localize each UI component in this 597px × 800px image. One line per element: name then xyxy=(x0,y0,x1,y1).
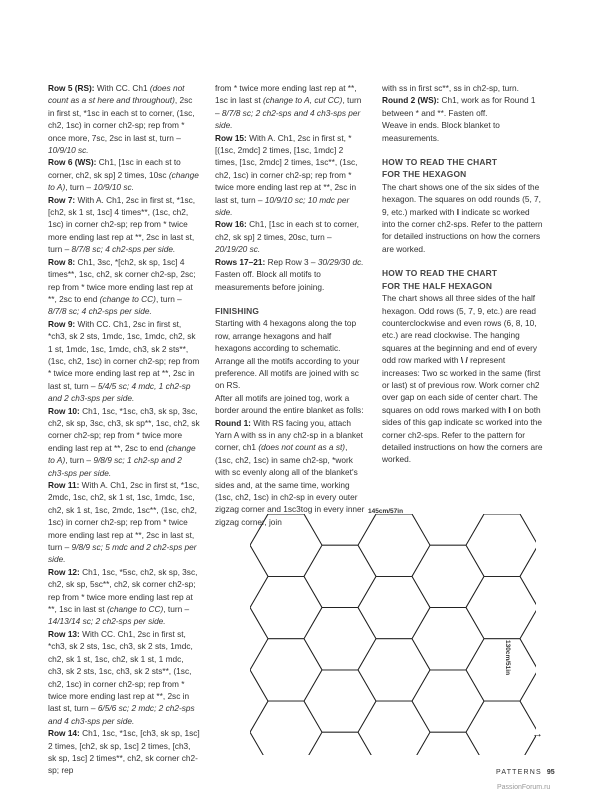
instruction-paragraph xyxy=(48,194,200,256)
instruction-text: represent increases: Two sc worked in the same (first or last) st of previous row. Work corner ch2 over gap on each side of center chart. The squares on odd rows marked with xyxy=(382,355,541,415)
stitch-count: (change to CC) xyxy=(99,293,156,304)
instruction-text: Rep Row 3 – xyxy=(265,256,318,267)
hexagon-motif xyxy=(412,670,484,732)
section-heading: HOW TO READ THE CHART xyxy=(382,268,498,279)
hexagon-motif xyxy=(412,608,484,670)
watermark: PassionForum.ru xyxy=(497,784,551,791)
instruction-paragraph xyxy=(382,94,544,119)
stitch-count: 10/9/10 sc; 10 mdc per side. xyxy=(215,194,350,218)
instruction-text: Ch1, 1sc, *5sc, ch2, sk sp, 3sc, ch2, sk sp, 5sc**, ch2, sk corner ch2-sp; rep from * twice more ending last rep at **, 1sc in last st xyxy=(48,566,198,615)
instruction-text: With A. Ch1, 2sc in first st, *1sc, [ch2, sk 1 st, 1sc] 4 times**, (1sc, ch2, 1sc) in corner ch2-sp; rep from * twice more ending last rep at **, 2sc in last st, turn – xyxy=(48,194,196,255)
instruction-text: The chart shows all three sides of the half hexagon. Odd rows (5, 7, 9, etc.) are read counterclockwise and even rows (6, 8, 10, etc.) are read clockwise. The hanging squares at the beginning and end of every odd row marked with xyxy=(382,293,537,366)
instruction-text: from * twice more ending last rep at **, 1sc in last st xyxy=(215,83,357,106)
instruction-text: With A. Ch1, 2sc in first st, *1sc, 2mdc, 1sc, ch2, sk 1 st, 1sc, 1mdc, 1sc, ch2, sk 1 st, 1sc, 2mdc, 1sc**, (1sc, ch2, 1sc) in corner ch2-sp; rep from * twice more ending last rep at **, 2sc in last st, turn – xyxy=(48,480,200,553)
paragraph-gap xyxy=(215,293,365,305)
hexagon-motif xyxy=(248,512,268,545)
instruction-paragraph xyxy=(215,256,365,293)
section-heading: FINISHING xyxy=(215,305,260,316)
section-heading: FOR THE HEXAGON xyxy=(382,169,467,180)
hexagon-motif xyxy=(358,639,430,701)
paragraph-gap xyxy=(382,144,544,156)
stitch-count: 10/9/10 sc. xyxy=(93,182,134,193)
stitch-count: 10/9/10 sc. xyxy=(48,145,89,156)
row-label: Row 11: xyxy=(48,480,80,490)
instruction-text: Weave in ends. Block blanket to measurements. xyxy=(382,120,500,143)
hexagon-motif xyxy=(466,639,538,701)
hexagon-motif xyxy=(250,514,322,576)
instruction-paragraph xyxy=(215,392,365,417)
instruction-paragraph xyxy=(382,181,544,255)
instruction-paragraph xyxy=(48,405,200,479)
hexagon-motif xyxy=(466,514,538,576)
instruction-text: Ch1, [1sc in each st to corner, ch2, sk sp] 2 times, 20sc, turn – xyxy=(215,219,359,242)
instruction-paragraph xyxy=(48,256,200,318)
schematic-width-label: 145cm/57in xyxy=(368,508,404,515)
text-column-left xyxy=(48,82,200,777)
instruction-text: Ch1, 3sc, *[ch2, sk sp, 1sc] 4 times**, 1sc, ch2, sk corner ch2-sp, 2sc; rep from * twice more ending last rep at **, 2sc to end xyxy=(48,256,196,304)
instruction-text: , turn – xyxy=(163,604,190,615)
hexagon-motif xyxy=(412,512,484,545)
instruction-text: , turn – xyxy=(155,293,182,304)
hexagon-motif xyxy=(358,514,430,576)
instruction-paragraph xyxy=(48,628,200,727)
text-column-middle xyxy=(215,82,365,528)
instruction-paragraph xyxy=(48,479,200,566)
instruction-paragraph xyxy=(48,566,200,628)
hexagon-motif xyxy=(250,576,322,638)
stitch-count: 8/7/8 sc; 4 ch2-sps per side. xyxy=(71,244,176,255)
section-heading: FOR THE HALF HEXAGON xyxy=(382,280,493,291)
row-label: Row 5 (RS): xyxy=(48,83,95,93)
hexagon-motif xyxy=(248,670,268,732)
instruction-text: I xyxy=(508,404,511,415)
instruction-paragraph xyxy=(382,119,544,144)
stitch-count: 20/19/20 sc. xyxy=(215,244,261,255)
stitch-count: 9/8/9 sc; 1 ch2-sp and 2 ch3-sps per side. xyxy=(48,455,182,478)
instruction-text: , turn – xyxy=(65,455,94,466)
instruction-paragraph xyxy=(48,156,200,193)
hexagon-motif xyxy=(358,701,430,757)
instruction-text: , turn – xyxy=(215,95,362,118)
row-label: Row 14: xyxy=(48,728,80,739)
instruction-paragraph xyxy=(215,82,365,132)
instruction-text: , 2sc in first st, *1sc in each st to corner, (1sc, ch2, 1sc) in corner ch2-sp; rep from * once more, 7sc, 2sc in last st, turn – xyxy=(48,95,195,143)
instruction-paragraph xyxy=(48,727,200,777)
instruction-text: I xyxy=(456,206,460,217)
hexagon-motif xyxy=(250,639,322,701)
instruction-paragraph xyxy=(215,317,365,391)
row-label: Row 9: xyxy=(48,318,76,329)
hexagon-motif xyxy=(520,608,538,670)
stitch-count: (change to CC) xyxy=(107,604,164,615)
hexagon-motif xyxy=(304,670,376,732)
instruction-text: , (1sc, ch2, 1sc) in same ch2-sp, *work with sc evenly along all of the blanket's sides and, at the same time, working (1sc, ch2, 1sc) in ch2-sp in every outer zigzag corner and 1sc3tog in every inner zigzag corner, join xyxy=(215,442,365,527)
hexagon-grid xyxy=(248,512,538,757)
stitch-count: 6/5/6 sc; 2 mdc; 2 ch2-sps and 4 ch3-sps per side. xyxy=(48,703,195,726)
hexagon-motif xyxy=(520,545,538,607)
stitch-count: 14/13/14 sc; 2 ch2-sps per side. xyxy=(48,616,166,627)
hexagon-motif xyxy=(304,512,376,545)
hexagon-motif xyxy=(466,576,538,638)
text-column-right xyxy=(382,82,544,466)
instruction-text: , turn – xyxy=(65,182,94,193)
row-label: Round 1: xyxy=(215,417,251,428)
instruction-text: The chart shows one of the six sides of the hexagon. The squares on odd rounds (5, 7, 9, etc.) marked with xyxy=(382,181,541,217)
hexagon-motif xyxy=(466,701,538,757)
stitch-count: (does not count as a st here and throughout) xyxy=(48,83,185,106)
stitch-count: 8/7/8 sc; 4 ch2-sps per side. xyxy=(48,306,152,317)
continue-arrow-icon: → xyxy=(532,728,543,740)
row-label: Row 10: xyxy=(48,405,80,416)
stitch-count: 5/4/5 sc; 4 mdc, 1 ch2-sp and 2 ch3-sps per side. xyxy=(48,380,191,404)
instruction-text: With RS facing you, attach Yarn A with ss in any ch2-sp in a blanket corner, ch1 xyxy=(215,417,363,453)
instruction-paragraph xyxy=(48,82,200,156)
instruction-text: with ss in first sc**, ss in ch2-sp, turn. xyxy=(382,83,519,93)
stitch-count: 8/7/8 sc; 2 ch2-sps and 4 ch3-sps per side. xyxy=(215,107,361,131)
footer-section-label: PATTERNS xyxy=(496,769,542,776)
row-label: Row 12: xyxy=(48,566,80,577)
instruction-text: indicate sc worked into the corner ch2-sps. Refer to the pattern for detailed instructions on how the corners are worked. xyxy=(382,206,543,254)
instruction-text: With CC. Ch1, 2sc in first st, *ch3, sk 2 sts, 1mdc, 1sc, 1mdc, ch2, sk 1 st, 1mdc, 1sc, 1mdc, ch3, sk 2 sts**, (1sc, ch2, 1sc) in corner ch2-sp; rep from * twice more ending last rep at **, 2sc in last st, turn – xyxy=(48,318,200,391)
row-label: Row 13: xyxy=(48,628,80,639)
row-label: Round 2 (WS): xyxy=(382,95,440,106)
row-label: Rows 17–21: xyxy=(215,256,266,267)
hexagon-motif xyxy=(358,576,430,638)
row-label: Row 7: xyxy=(48,194,76,205)
stitch-count: 9/8/9 sc; 5 mdc and 2 ch2-sps per side. xyxy=(48,542,197,565)
paragraph-gap xyxy=(382,255,544,267)
row-label: Row 8: xyxy=(48,256,76,267)
instruction-text: With CC. Ch1 xyxy=(94,83,150,93)
hexagon-motif xyxy=(248,545,268,607)
hexagon-motif xyxy=(248,608,268,670)
page-number: 95 xyxy=(546,769,555,776)
instruction-paragraph xyxy=(215,218,365,255)
page-footer xyxy=(496,769,555,776)
row-label: Row 6 (WS): xyxy=(48,157,97,168)
section-heading: HOW TO READ THE CHART xyxy=(382,157,498,168)
hexagon-motif xyxy=(304,608,376,670)
instruction-text: Starting with 4 hexagons along the top row, arrange hexagons and half hexagons according to schematic. Arrange all the motifs according to your preference. All motifs are joined with sc on RS. xyxy=(215,318,360,391)
row-label: Row 16: xyxy=(215,219,247,230)
row-label: Row 15: xyxy=(215,132,247,143)
hexagon-motif xyxy=(250,701,322,757)
stitch-count: (change to A) xyxy=(48,169,199,193)
instruction-text: \ / xyxy=(460,355,468,366)
instruction-text: Ch1, 1sc, *1sc, [ch3, sk sp, 1sc] 2 times, [ch2, sk sp, 1sc] 2 times, [ch3, sk sp, 1sc] 2 times**, ch2, sk corner ch2-sp; rep xyxy=(48,728,200,776)
instruction-paragraph xyxy=(48,318,200,405)
instruction-text: With A. Ch1, 2sc in first st, *[(1sc, 2mdc] 2 times, [1sc, 1mdc] 2 times, [1sc, 2mdc] 2 times, 1sc**, (1sc, ch2, 1sc) in corner ch2-sp; rep from * twice more ending last rep at **, 2sc in last st, turn – xyxy=(215,132,358,205)
blanket-schematic xyxy=(248,512,538,757)
instruction-text: Fasten off. Block all motifs to measurements before joining. xyxy=(215,269,325,292)
stitch-count: (does not count as a st) xyxy=(258,442,346,453)
hexagon-motif xyxy=(412,545,484,607)
instruction-paragraph xyxy=(382,82,544,94)
instruction-text: With CC. Ch1, 2sc in first st, *ch3, sk 2 sts, 1sc, ch3, sk 2 sts, 1mdc, ch2, sk 1 st, 1sc, ch2, sk 1 st, 1 mdc, ch3, sk 2 sts, 1sc, ch3, sk 2 sts**, (1sc, ch2, 1sc) in corner ch2-sp; rep from * twice more ending last rep at **, 2sc in last st, turn – xyxy=(48,628,193,714)
instruction-paragraph xyxy=(215,132,365,219)
instruction-text: Ch1, work as for Round 1 between * and **. Fasten off. xyxy=(382,95,536,118)
stitch-count: (change to A, cut CC) xyxy=(262,95,343,106)
instruction-text: Ch1, [1sc in each st to corner, ch2, sk sp] 2 times, 10sc xyxy=(48,157,181,180)
instruction-text: on both sides of this gap indicate sc worked into the corner ch2-sps. Refer to the pattern for detailed instructions on how the corners are worked. xyxy=(382,404,543,465)
instruction-text: Ch1, 1sc, *1sc, ch3, sk sp, 3sc, ch2, sk sp, 3sc, ch3, sk sp**, 1sc, ch2, sk corner ch2-sp; rep from * twice more ending last rep at **, 2sc to end xyxy=(48,405,200,453)
hexagon-motif xyxy=(520,512,538,545)
stitch-count: (change to A) xyxy=(48,442,196,466)
hexagon-motif xyxy=(248,732,268,757)
instruction-text: After all motifs are joined tog, work a border around the entire blanket as folls: xyxy=(215,392,364,416)
hexagon-motif xyxy=(304,545,376,607)
instruction-paragraph xyxy=(382,292,544,466)
hexagon-motif xyxy=(520,670,538,732)
schematic-height-label: 130cm/51in xyxy=(504,640,511,676)
stitch-count: 30/29/30 dc. xyxy=(317,256,364,267)
blanket-boundary xyxy=(250,514,536,755)
